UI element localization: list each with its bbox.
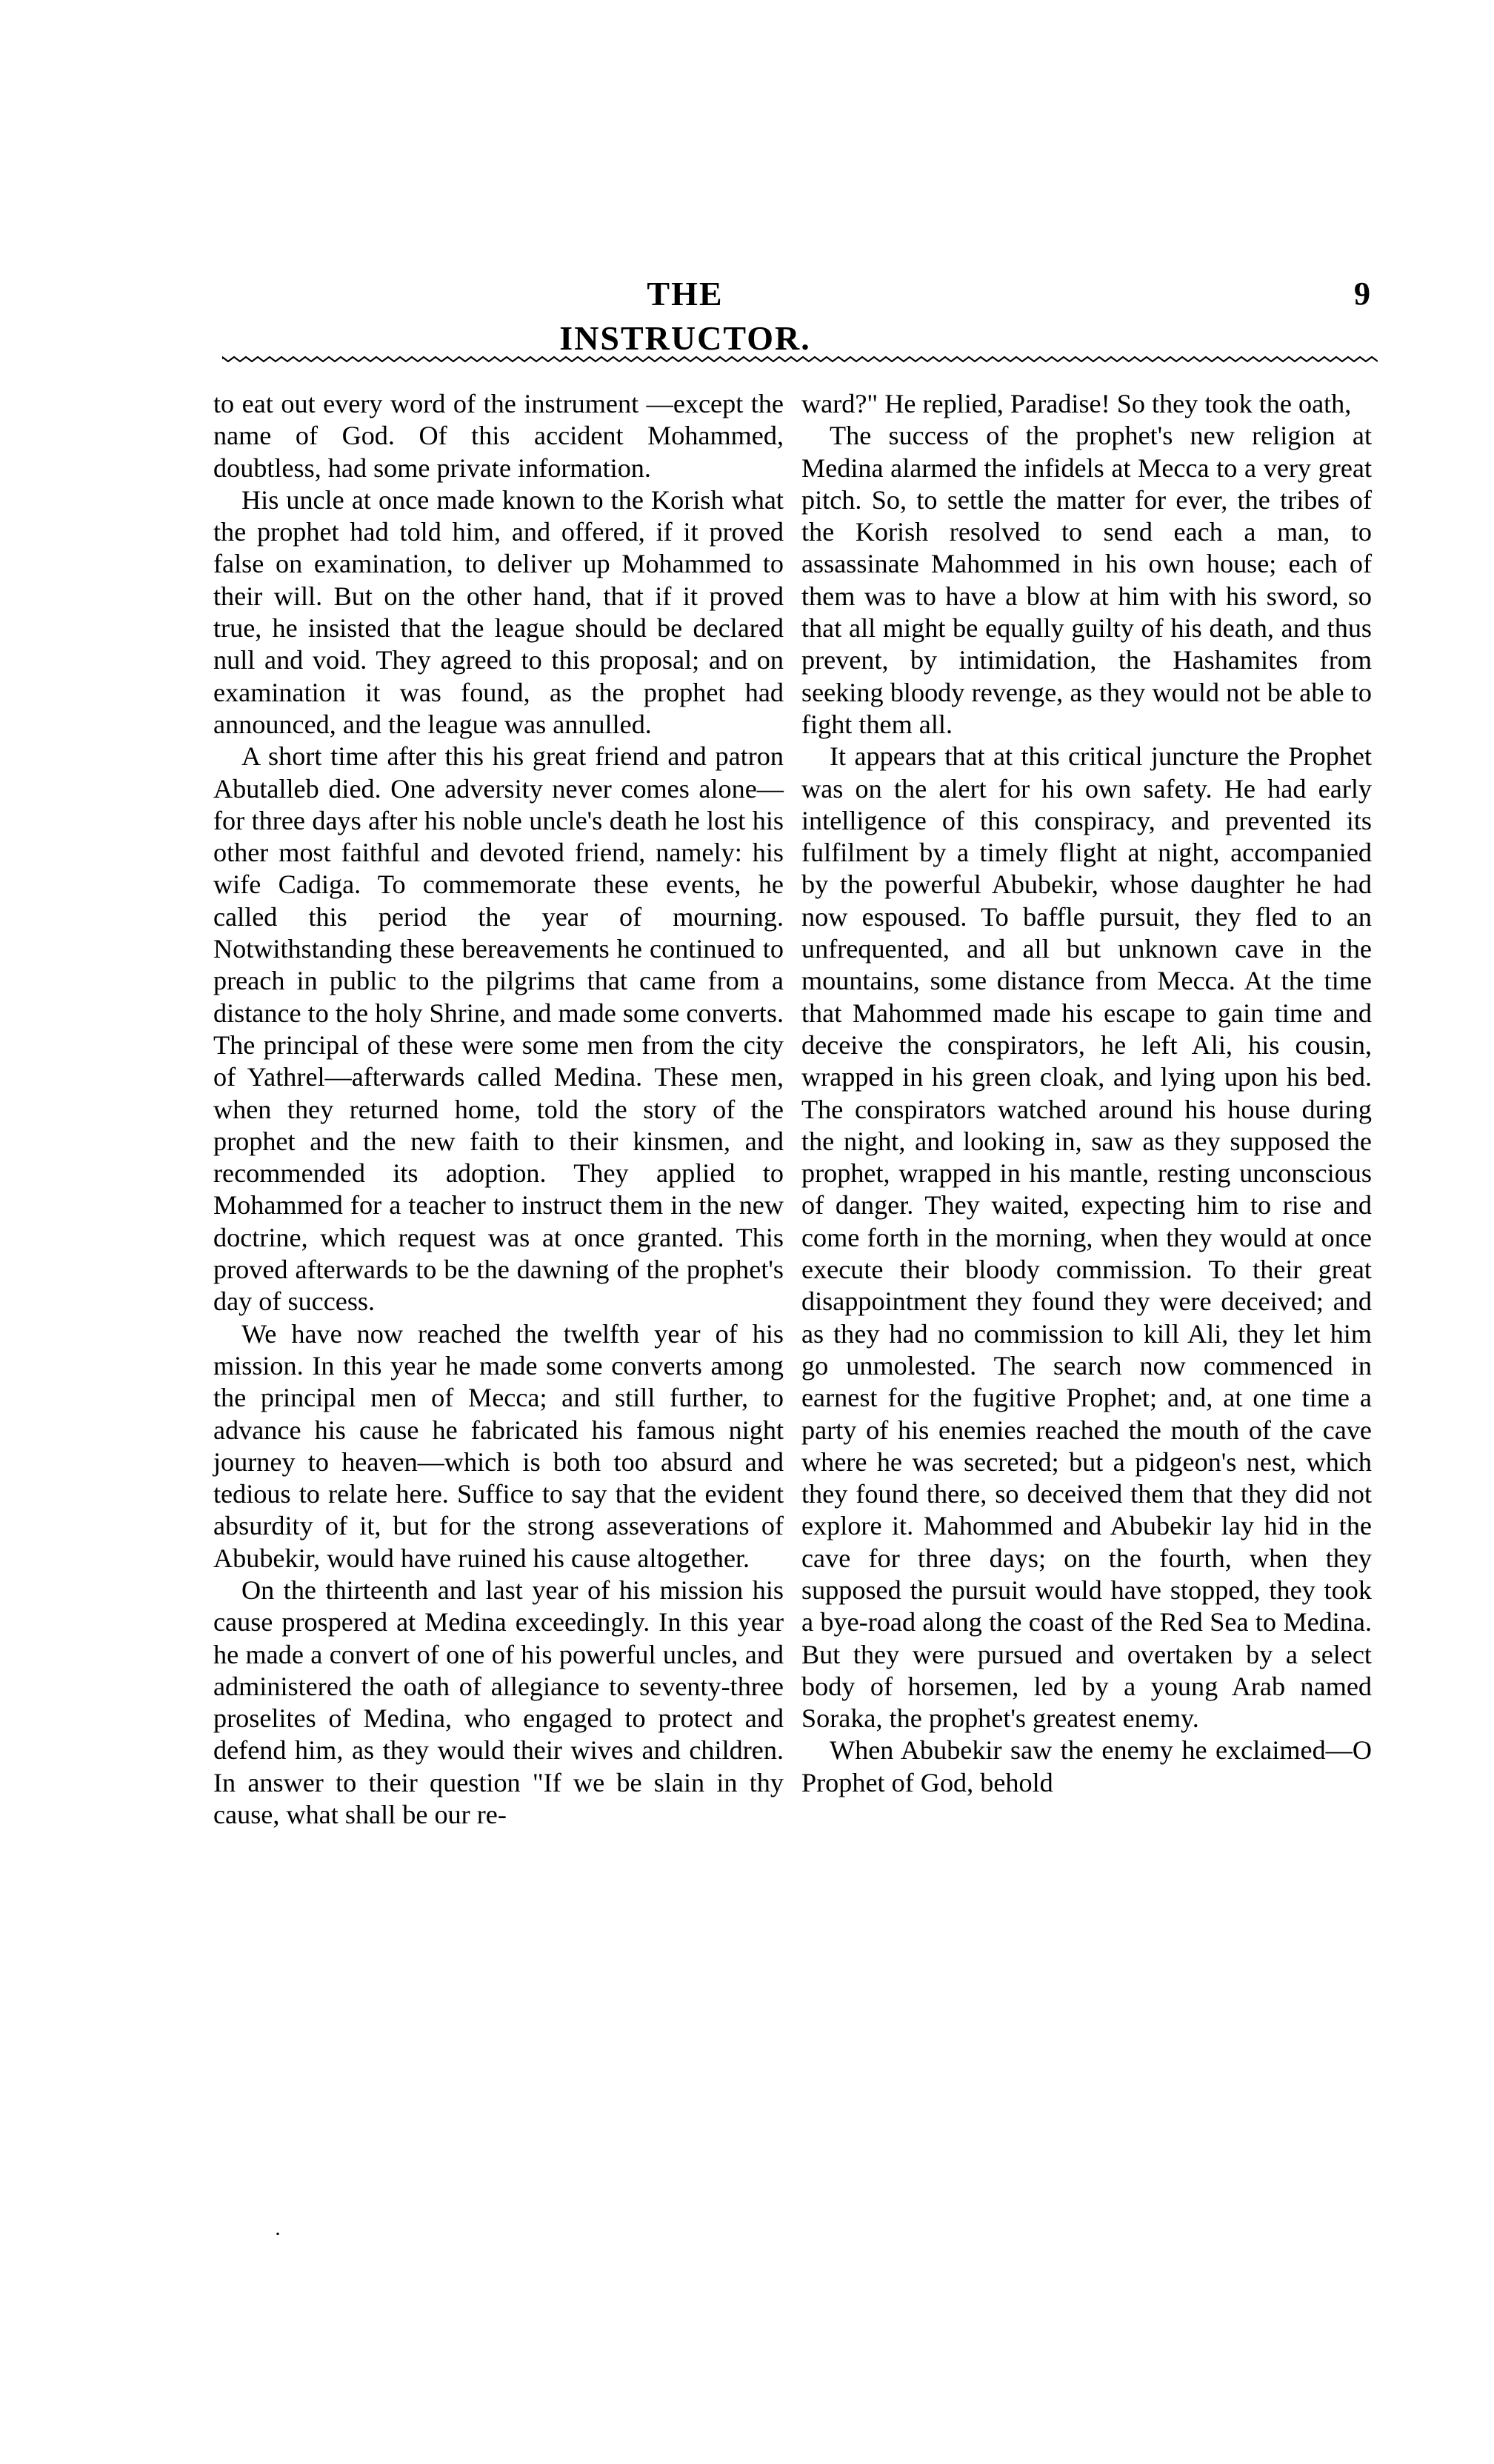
paragraph: ward?" He replied, Paradise! So they took the oath,	[801, 389, 1352, 418]
paragraph: On the thirteenth and last year of his mission his cause prospered at Medina exceedingly. In this year he made a convert of one of his powerful uncles, and administered the oath of allegiance to seventy-three proselites of Medina, who engaged to protect and defend him, as they would their wives and children. In answer to their question "If we be slain in thy cause, what shall be our re-	[213, 1575, 784, 1830]
paragraph: When Abubekir saw the enemy he exclaimed—O Prophet of God, behold	[801, 1735, 1372, 1797]
paragraph: to eat out every word of the instrument —except the name of God. Of this accident Mohammed, doubtless, had some private information.	[213, 389, 784, 483]
paragraph: His uncle at once made known to the Korish what the prophet had told him, and offered, if it proved false on examination, to deliver up Mohammed to their will. But on the other hand, that if it proved true, he insisted that the league should be declared null and void. They agreed to this proposal; and on examination it was found, as the prophet had announced, and the league was annulled.	[213, 484, 784, 739]
wavy-header-rule	[222, 354, 1378, 364]
page-number: 9	[1354, 276, 1370, 312]
paragraph: It appears that at this critical juncture the Prophet was on the alert for his own safety. He had early intelligence of this conspiracy, and prevented its fulfilment by a timely flight at night, accompanied by the powerful Abubekir, whose daughter he had now espoused. To baffle pursuit, they fled to an unfrequented, and all but unknown cave in the mountains, some distance from Mecca. At the time that Mahommed made his escape to gain time and deceive the conspirators, he left Ali, his cousin, wrapped in his green cloak, and lying upon his bed. The conspirators watched around his house during the night, and looking in, saw as they supposed the prophet, wrapped in his mantle, resting unconscious of danger. They waited, expecting him to rise and come forth in the morning, when they would at once execute their bloody commission. To their great disappointment they found they were deceived; and as they had no commission to kill Ali, they let him go unmolested. The search now commenced in earnest for the fugitive Prophet; and, at one time a party of his enemies reached the mouth of the cave where he was secreted; but a pidgeon's nest, which they found there, so deceived them that they did not explore it. Mahommed and Abubekir lay hid in the cave for three days; on the fourth, when they supposed the pursuit would have stopped, they took a bye-road along the coast of the Red Sea to Medina. But they were pursued and overtaken by a select body of horsemen, led by a young Arab named Soraka, the prophet's greatest enemy.	[801, 741, 1372, 1734]
paragraph: We have now reached the twelfth year of his mission. In this year he made some converts among the principal men of Mecca; and still further, to advance his cause he fabricated his famous night journey to heaven—which is both too absurd and tedious to relate here. Suffice to say that the evident absurdity of it, but for the strong asseverations of Abubekir, would have ruined his cause altogether.	[213, 1318, 784, 1573]
running-title: THE INSTRUCTOR.	[559, 275, 811, 357]
print-speck: ·	[274, 2222, 281, 2246]
right-column	[801, 388, 1372, 1799]
paragraph: A short time after this his great friend and patron Abutalleb died. One adversity never comes alone—for three days after his noble uncle's death he lost his other most faithful and devoted friend, namely: his wife Cadiga. To commemorate these events, he called this period the year of mourning. Notwithstanding these bereavements he continued to preach in public to the pilgrims that came from a distance to the holy Shrine, and made some converts. The principal of these were some men from the city of Yathrel—afterwards called Medina. These men, when they returned home, told the story of the prophet and the new faith to their kinsmen, and recommended its adoption. They applied to Mohammed for a teacher to instruct them in the new doctrine, which request was at once granted. This proved afterwards to be the dawning of the prophet's day of success.	[213, 741, 784, 1317]
paragraph: The success of the prophet's new religion at Medina alarmed the infidels at Mecca to a very great pitch. So, to settle the matter for ever, the tribes of the Korish resolved to send each a man, to assassinate Mahommed in his own house; each of them was to have a blow at him with his sword, so that all might be equally guilty of his death, and thus prevent, by intimidation, the Hashamites from seeking bloody revenge, as they would not be able to fight them all.	[801, 421, 1372, 739]
left-column	[213, 388, 784, 1831]
